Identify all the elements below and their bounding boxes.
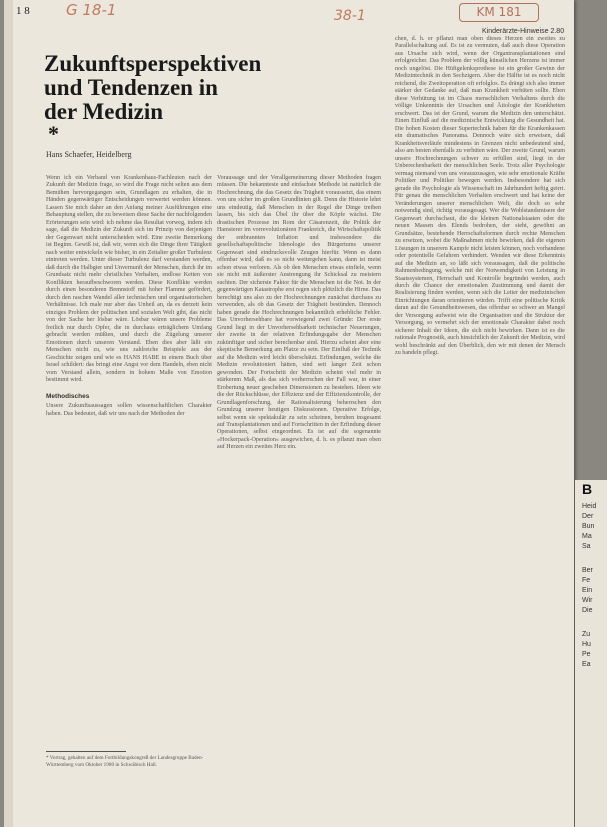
fragment-line: [582, 552, 596, 566]
binding-edge: [4, 0, 13, 827]
article-title: [44, 52, 284, 124]
handwritten-note-left: G 18-1: [66, 1, 117, 19]
fragment-line: Hu: [582, 641, 591, 648]
fragment-line: Ea: [582, 661, 591, 668]
page-number: 1 8: [16, 5, 30, 17]
fragment-line: [582, 616, 596, 630]
next-page-letter: B: [582, 481, 593, 497]
fragment-line: Fe: [582, 577, 591, 584]
fragment-line: Der: [582, 513, 594, 520]
fragment-line: Ein: [582, 587, 593, 594]
next-page-edge: [575, 480, 607, 827]
fragment-line: Sa: [582, 543, 591, 550]
handwritten-note-mid: 38-1: [334, 8, 366, 24]
title-asterisk: *: [48, 121, 59, 146]
title-line: und Tendenzen in: [44, 75, 218, 100]
article-page: [4, 0, 574, 827]
text-column-3: [395, 36, 565, 358]
footnote-rule: [46, 751, 126, 752]
body-paragraph: Voraussage und der Verallgemeinerung dieser Methoden fragen müssen. Die bekannteste und einfachste Methode ist natürlich die Hochrechnung, die das Gesetz des Trägheit voraussetzt, das einem von uns sicher im großen Grundlinien gilt. Denn die Historie lehrt uns eindeutig, daß Menschen in der Regel die Dinge treiben lassen, bis sich das Übel ihr über die Köpfe wächst. Die drastischen Prozesse im Rom der Cäsarenzeit, die Politik der Hamsterer im vorrevolutionären Frankreich, die Wirtschaftspolitik der entbrannten Inflation und insbesondere die gesellschaftspolitische Idenologie des Bürgertums unserer Gegenwart sind eindrucksvolle Zeugen hierfür. Wenn es dann offenbar wird, daß es so nicht weitergehen kann, dann ist meist schon etwas verloren. Als ob den Menschen etwas einfiele, wenn sie nicht mit äußerster Anstrengung ihr Schicksal zu meistern suchten. Der sicherste Faktor für die Menschen ist die Not. In der gegenwärtigen Katastrophe erst regen sich plötzlich die Hirne. Das berechtigt uns also zu der Hochrechnungen zunächst durchaus zu verwenden, als ob das Gesetz der Trägheit bestünden. Dennoch haben gerade die Hochrechnungen bekanntlich erhebliche Fehler. Das Unvorhersehbare hat vorwiegend zwei Gründe: Der erste Grund liegt in der Unvorhersehbarkeit technischer Neuerungen, der zweite in der relativen Erfindungsgabe der Menschen zukünftiger und sicher berechenbar sind. Hierzu scheint aber eine skeptische Bemerkung am Platze zu sein. Der Einfluß der Technik auf die Medizin wird leicht überschätzt. Erfindungen, welche die Medizin revolutioniert hätten, sind seit langer Zeit schon gewonden. Der Fortschritt der Medizin scheint viel mehr in stärkerem Maß, als das sich vorherrschen der Fall war, in einer Erobertung neuer geschehen Dimensionen zu bestehen. Ideen wie die der Rückschlüsse, der Effizienz und der Effizienzkontrolle, der Grundlagenforschung, der Rationalisierung beherrschen den Grundzug unserer heutigen Diskussionen. Operative Erfolge, selbst wenn sie spektakulär zu sein scheinen, beruhen insgesamt auf Transplantationen und auf Fortschritten in der Erfindung dieser Operationen, selbst eingeordnet. Es ist auf die sogenannte »Hockerpack-Operation« ausgewichen, d. h. es pflanzt man oben auf Herzen ein zweites Herz ein.: [217, 175, 381, 451]
text-column-1: [46, 175, 212, 418]
text-column-2: [217, 175, 381, 452]
fragment-line: Ma: [582, 533, 592, 540]
fragment-line: Heid: [582, 503, 597, 510]
next-page-fragments: [582, 502, 596, 670]
fragment-line: Bun: [582, 523, 595, 530]
body-paragraph: Wenn ich ein Verband von Krankenhaus-Fachleuten nach der Zukunft der Medizin frage, so wird die Frage nicht selten aus dem Bemühen hervorgegangen sein, Grundlagen zu erhalten, die in Händen gegenwärtiger Entscheidungen verwertet werden können. Lassen Sie mich daher an den Anfang meiner Ausführungen eine Behauptung stellen, die zu beweisen diese Sache der nachfolgenden Erörterungen sein wird: ich nehme das Resultat vorweg, indem ich sage, daß die Medizin der Zukunft sich im Prinzip von derjenigen der Gegenwart nicht unterscheiden wird. Eine zweite Bemerkung ist Beginn. Gewiß ist, daß wir, wenn sich die Dinge ihrer Tätigkeit nach weiter entwickeln wie bisher, in ein Zeitalter großer Turbulenz eintreten werden. Unter dieser Turbulenz darf verstanden werden, daß durch die Halbgier und Unvernunft der Menschen, durch ihr im Grundsatz nicht mehr christliches Verhalten, endlose Ketten von Konflikten heraufbeschworen werden. Diese Konflikte werden durch einen besonderen Brennstoff mit hoher Flamme gefördert, durch den raschen Wandel aller technischen und organisatorischen Verhältnisse. Ich male nur aber das Unheil an, da es derzeit kein einziges Problem der politischen und sozialen Welt gibt, das nicht von der Sache her lösbar wäre. Lösbar wären unsere Probleme freilich nur durch Opfer, die in durchaus erträglichem Umfang gebracht werden müßten, und durch die Zügelung unserer Emotionen durch unseren Verstand. Eben dies aber läßt ein Menschen nicht zu, wie uns zahlreiche Beispiele aus der Geschichte zeigen und wie es HANS HABE in einem Buch über Israel schildert: das bringt eine Angst vor dem Handeln, eben nicht vom Verstand allein, sondern in hohem Maße von Emotion bestimmt wird.: [46, 175, 212, 384]
fragment-line: Pe: [582, 651, 591, 658]
section-heading: Methodisches: [46, 392, 90, 400]
running-head: Kinderärzte-Hinweise 2.80: [482, 28, 565, 35]
title-line: Zukunftsperspektiven: [44, 51, 262, 76]
body-paragraph: Unsere Zukunftsaussagen sollen wissenschaftlichen Charakter haben. Das bedeutet, daß wir uns nach der Methoden der: [46, 403, 212, 417]
author-line: Hans Schaefer, Heidelberg: [46, 150, 132, 159]
fragment-line: Die: [582, 607, 593, 614]
archive-stamp: KM 181: [459, 3, 539, 22]
fragment-line: Zu: [582, 631, 591, 638]
fragment-line: Wir: [582, 597, 593, 604]
title-line: der Medizin: [44, 99, 164, 124]
footnote: * Vortrag, gehalten auf dem Fortbildungskongreß der Landesgruppe Baden-Württemberg vom Oktober 1980 in Schwäbisch Hall.: [46, 755, 204, 768]
body-paragraph: chen, d. h. er pflanzt man oben dieses Herzen ein zweites zu Parallelschaltung auf. Es ist zu vermuten, daß auch diese Operation aus Ursache sich wird, wenn der Organtransplantationen sind erfolgreicher. Das Problem der völlig künstlichen Herzens ist immer noch ungelöst. Die Hüftgelenksprothese ist ein großer Gewinn der Medizintechnik in den Sechzigern. Aber die Hälfte ist es noch nicht reichend, die Zweitoperation oft erfolglos. Es drängt sich also immer stärker der Gedanke auf, daß man Krankheit verhüten sollte. Eben diese Verhütung ist im Chaos menschlichen Verhaltens durch die völlige Unkenntnis der Ursachen und Ätiologie der Krankheiten erschwert. Das ist der Grund, warum die Medizin den unterschätzt. Einen Einfluß auf die medizinische Entwicklung die Gesundheit hat. Die hohen Kosten dieser Supertechnik haben für die Krankenkassen ein dramatisches Panorama. Dennoch wäre sich erweisen, daß Krankheitsverläufe mindestens in Grenzen nicht unbedeutend sind, also am besten ebenfalls zu verhüten wäre. Der zweite Grund, warum unsere Hochrechnungen schwer zu erfüllen sind, liegt in der Unberechenbarkeit der menschlichen Seele. Trotz aller Psychologie vermag niemand von uns vorauszusagen, wie sehr emotionale Kräfte Politiker und Politiker bewegen werden. Insbesondere hat sich gerade die Psychologie als Wissenschaft im Jahrhundert heftig geirrt. Für genau die menschlichen Verhalten erschwert und hat keine der Veränderungen unserer menschlichen Welt, die doch so sehr notwendig sind, richtig vorausgesagt. Wer die Wohlstandsmisere der Gegenwart durchschaut, die die kleinen Nationalstaaten oder die neuen Massen des Elends bedrohen, der sieht, gewöhnt an Grundsätze, bestehende Herrschaftsformen durch rechte Menschen zu ersetzen, wobei die Maßnahmen nicht bewirken, daß die eigenen Lösungen in unserem Kampfe nicht leisten können, noch vorhandene oder potentielle Gefahren verhindert. Wenden wir diese Erkenntnis auf die Medizin an, so läßt sich voraussagen, daß die politische Rahmenbedingung, welche mit der Notwendigkeit von Leistung in Staatssystemen, Herrschaft und Kontrolle begründet werden, auch durch die Chance der emotionalen Zustimmung und damit der Realisierung finden werden, wenn sich die Leiter der medizinischen Einrichtungen daran orientieren würden. Trifft eine politische Kritik daran auf die Gesundheitswesen, das offenbar so schwer an Mangel der Versorgung aufweist wie die Organisation und die Struktur der Versorgung, so vermehrt sich der emotionale Charakter dabei noch sicherer Inhalt der Ideen, die sich nicht bewirken. Dann ist es die rationale Prognostik, auch hinsichtlich der Zukunft der Medizin, wird wohl beschränkt auf den Überblick, den wir mit denen der Mensch zu handeln pflegt.: [395, 36, 565, 357]
fragment-line: Ber: [582, 567, 593, 574]
